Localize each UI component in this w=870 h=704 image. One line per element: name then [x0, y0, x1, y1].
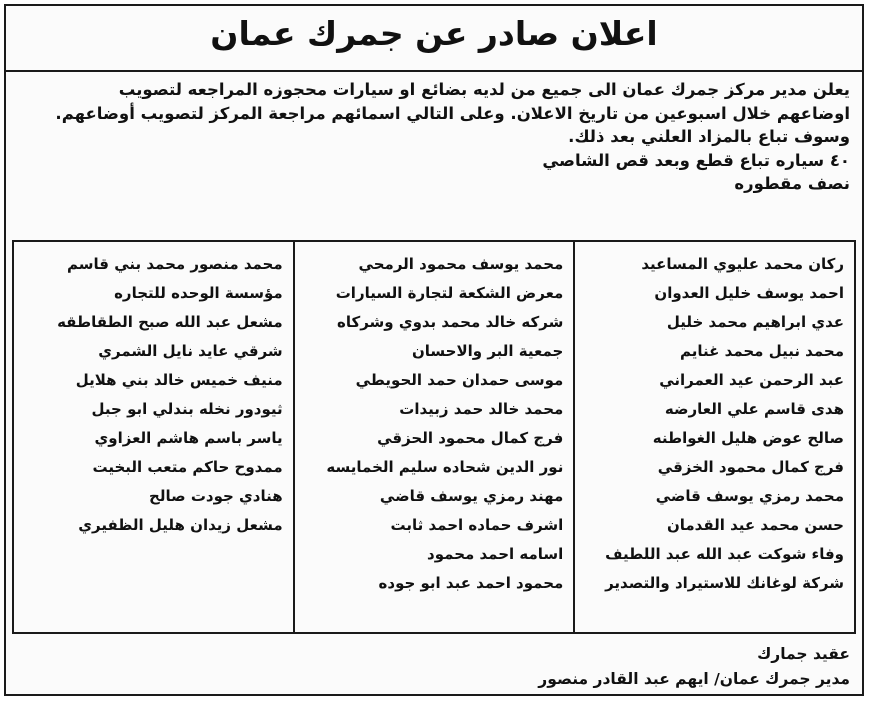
intro-line: وسوف تباع بالمزاد العلني بعد ذلك. [568, 127, 850, 146]
name-entry: هدى قاسم علي العارضه [664, 400, 844, 418]
signatory-rank: عقيد جمارك [757, 645, 850, 663]
intro-line: اوضاعهم خلال اسبوعين من تاريخ الاعلان. وعلى التالي اسمائهم مراجعة المركز لتصويب أوضاعهم. [55, 103, 850, 123]
name-entry: ياسر باسم هاشم العزاوي [94, 429, 283, 447]
name-entry: صالح عوض هليل الغواطنه [652, 429, 844, 447]
name-entry: وفاء شوكت عبد الله عبد اللطيف [605, 545, 844, 563]
name-entry: اشرف حماده احمد ثابت [390, 516, 564, 534]
notice-intro [16, 78, 850, 196]
name-entry: مؤسسة الوحده للتجاره [114, 284, 283, 302]
name-entry: محمود احمد عبد ابو جوده [378, 574, 564, 592]
name-entry: حسن محمد عيد القدمان [666, 516, 844, 534]
intro-line: ٤٠ سياره تباع قطع وبعد قص الشاصي [542, 150, 850, 170]
name-entry: ثيودور نخله بندلي ابو جبل [91, 400, 283, 418]
name-entry: فرج كمال محمود الخزقي [657, 458, 844, 476]
title-divider [6, 70, 862, 72]
name-entry: محمد يوسف محمود الرمحي [358, 255, 564, 273]
name-entry: محمد نبيل محمد غنايم [680, 342, 844, 360]
intro-line: يعلن مدير مركز جمرك عمان الى جميع من لديه بضائع او سيارات محجوزه المراجعه لتصويب [118, 80, 850, 99]
name-entry: عدي ابراهيم محمد خليل [666, 313, 844, 331]
names-column-2 [295, 242, 576, 632]
name-entry: محمد خالد حمد زبيدات [399, 400, 564, 418]
name-entry: شركة لوغانك للاستيراد والتصدير [605, 574, 844, 592]
name-entry: معرض الشكعة لتجارة السيارات [335, 284, 564, 302]
name-entry: نور الدين شحاده سليم الخمايسه [326, 458, 564, 476]
name-entry: فرج كمال محمود الحزقي [377, 429, 564, 447]
name-entry: مهند رمزي يوسف قاضي [379, 487, 564, 505]
name-entry: شركه خالد محمد بدوي وشركاه [336, 313, 564, 331]
customs-notice [4, 4, 864, 696]
intro-line: نصف مقطوره [734, 174, 850, 193]
name-entry: اسامه احمد محمود [427, 545, 564, 563]
name-entry: هنادي جودت صالح [149, 487, 283, 505]
name-entry: شرقي عايد نايل الشمري [98, 342, 283, 360]
name-entry: منيف خميس خالد بني هلايل [75, 371, 283, 389]
name-entry: احمد يوسف خليل العدوان [654, 284, 844, 302]
name-entry: مشعل زيدان هليل الظفيري [78, 516, 283, 534]
name-entry: جمعية البر والاحسان [411, 342, 564, 360]
names-column-3 [14, 242, 295, 632]
name-entry: محمد منصور محمد بني قاسم [67, 255, 283, 273]
name-entry: ركان محمد عليوي المساعيد [641, 255, 844, 273]
name-entry: محمد رمزي يوسف قاضي [655, 487, 844, 505]
names-table [12, 240, 856, 634]
name-entry: مشعل عبد الله صبح الطقاطقه [57, 313, 283, 331]
notice-title: اعلان صادر عن جمرك عمان [210, 14, 658, 53]
name-entry: عبد الرحمن عيد العمراني [659, 371, 844, 389]
names-column-1 [575, 242, 854, 632]
signatory-name: مدير جمرك عمان/ ايهم عبد القادر منصور [538, 670, 850, 688]
name-entry: موسى حمدان حمد الحويطي [355, 371, 564, 389]
name-entry: ممدوح حاكم متعب البخيت [92, 458, 283, 476]
notice-signature [16, 642, 850, 692]
